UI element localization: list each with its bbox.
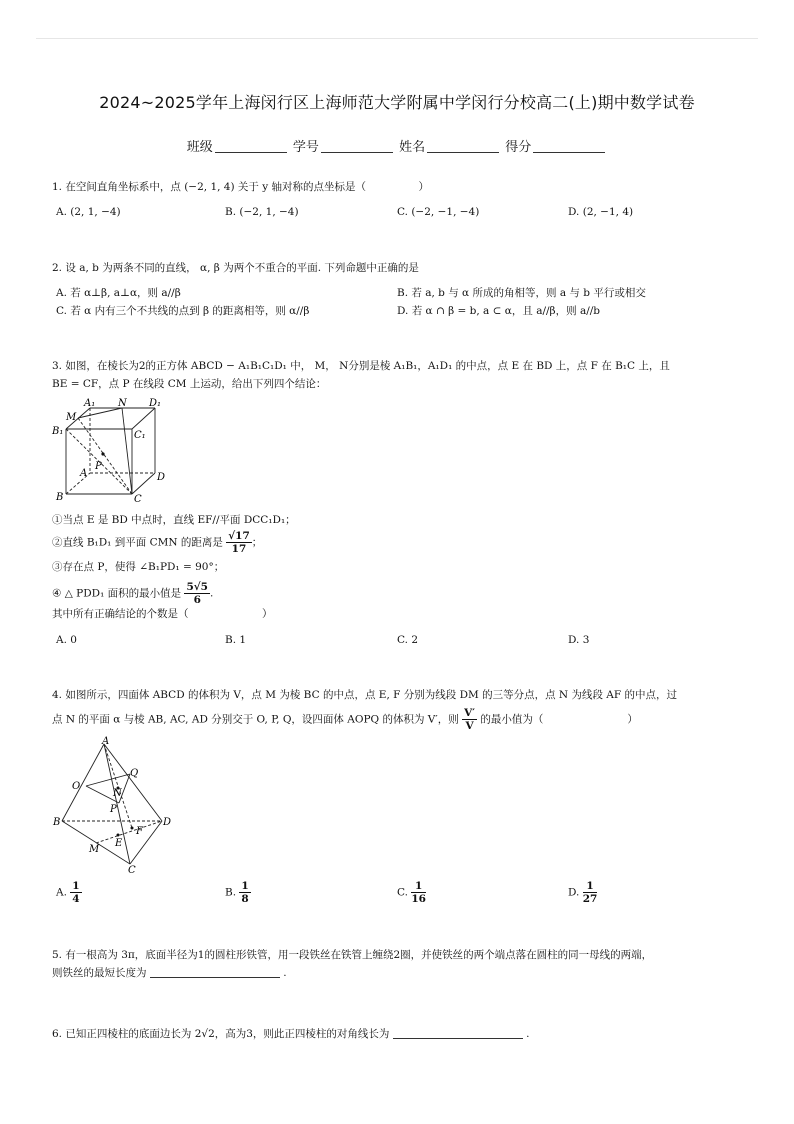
q3-statement-4: ④ △ PDD₁ 面积的最小值是 $\frac{5√5}{6}$ .: [52, 581, 214, 606]
label-O: O: [72, 781, 81, 792]
id-label: 学号: [292, 140, 319, 155]
name-blank[interactable]: [427, 141, 499, 153]
q1-option-a[interactable]: A. (2, 1, −4): [56, 206, 121, 218]
q4-option-c[interactable]: C. $\frac{1}{16}$: [397, 880, 426, 905]
q4-option-b[interactable]: B. $\frac{1}{8}$: [225, 880, 249, 905]
question-4-stem-line1: 4. 如图所示，四面体 ABCD 的体积为 V，点 M 为棱 BC 的中点，点 E, F 分别为线段 DM 的三等分点，点 N 为线段 AF 的中点，过: [52, 689, 677, 701]
q5-answer-blank[interactable]: [150, 966, 280, 978]
q4-option-a[interactable]: A. $\frac{1}{4}$: [56, 880, 80, 905]
q3-option-a[interactable]: A. 0: [56, 634, 77, 646]
name-label: 姓名: [399, 140, 426, 155]
label-E: E: [115, 838, 123, 849]
label-C: C: [128, 865, 136, 876]
q2-option-c[interactable]: C. 若 α 内有三个不共线的点到 β 的距离相等，则 α//β: [56, 305, 310, 317]
q3-statement-2: ②直线 B₁D₁ 到平面 CMN 的距离是 $\frac{√17}{17}$ ；: [52, 530, 263, 555]
question-2-stem: 2. 设 a, b 为两条不同的直线， α, β 为两个不重合的平面. 下列命题中正确的是: [52, 262, 419, 274]
q4-option-d[interactable]: D. $\frac{1}{27}$: [568, 880, 598, 905]
q6-answer-blank[interactable]: [393, 1027, 523, 1039]
cube-figure: [50, 396, 180, 504]
label-A: A: [80, 468, 88, 479]
class-label: 班级: [186, 140, 213, 155]
label-A: A: [102, 736, 110, 747]
q3-option-d[interactable]: D. 3: [568, 634, 590, 646]
question-6-stem: 6. 已知正四棱柱的底面边长为 2√2，高为3，则此正四棱柱的对角线长为 .: [52, 1028, 530, 1040]
label-D: D: [163, 817, 172, 828]
question-5-stem-line1: 5. 有一根高为 3π，底面半径为1的圆柱形铁管，用一段铁丝在铁管上缠绕2圈，并使铁丝的两个端点落在圆柱的同一母线的两端，: [52, 949, 653, 961]
score-blank[interactable]: [533, 141, 605, 153]
label-D: D: [157, 472, 166, 483]
q3-option-b[interactable]: B. 1: [225, 634, 247, 646]
q1-option-b[interactable]: B. (−2, 1, −4): [225, 206, 299, 218]
label-Q: Q: [130, 768, 139, 779]
q1-option-c[interactable]: C. (−2, −1, −4): [397, 206, 480, 218]
label-D1: D₁: [149, 398, 162, 409]
class-blank[interactable]: [215, 141, 287, 153]
q2-option-d[interactable]: D. 若 α ∩ β = b, a ⊂ α，且 a//β，则 a//b: [397, 305, 601, 317]
label-C1: C₁: [134, 430, 146, 441]
question-4-stem-line2: 点 N 的平面 α 与棱 AB, AC, AD 分别交于 O, P, Q，设四面体 AOPQ 的体积为 V′，则 $\frac{V'}{V}$ 的最小值为（ ）: [52, 707, 638, 732]
id-blank[interactable]: [321, 141, 393, 153]
label-B: B: [53, 817, 61, 828]
q3-area-fraction: $\frac{5√5}{6}$: [186, 581, 208, 606]
q1-option-d[interactable]: D. (2, −1, 4): [568, 206, 634, 218]
label-M: M: [66, 412, 77, 423]
top-divider: [36, 38, 758, 39]
q3-statement-3: ③存在点 P，使得 ∠B₁PD₁ = 90°；: [52, 561, 225, 573]
label-M: M: [89, 844, 100, 855]
question-3-stem-line2: BE = CF，点 P 在线段 CM 上运动，给出下列四个结论：: [52, 378, 327, 390]
label-N: N: [118, 398, 127, 409]
label-B: B: [56, 492, 64, 503]
label-P: P: [110, 804, 117, 815]
q3-distance-fraction: $\frac{√17}{17}$: [228, 530, 250, 555]
question-1-stem: 1. 在空间直角坐标系中，点 (−2, 1, 4) 关于 y 轴对称的点坐标是（ ）: [52, 181, 430, 193]
q3-closing: 其中所有正确结论的个数是（ ）: [52, 608, 273, 620]
tetrahedron-figure: [52, 736, 177, 876]
question-5-stem-line2: 则铁丝的最短长度为 .: [52, 967, 287, 979]
student-info-row: [0, 136, 794, 155]
q3-statement-1: ①当点 E 是 BD 中点时，直线 EF//平面 DCC₁D₁；: [52, 514, 296, 526]
label-F: F: [136, 826, 143, 837]
q4-ratio-fraction: $\frac{V'}{V}$: [464, 707, 476, 732]
label-N: N: [113, 788, 122, 799]
label-B1: B₁: [52, 426, 64, 437]
label-A1: A₁: [84, 398, 96, 409]
q3-option-c[interactable]: C. 2: [397, 634, 419, 646]
score-label: 得分: [505, 140, 532, 155]
q2-option-a[interactable]: A. 若 α⊥β, a⊥α，则 a//β: [56, 287, 181, 299]
question-3-stem-line1: 3. 如图，在棱长为2的正方体 ABCD − A₁B₁C₁D₁ 中， M， N分别是棱 A₁B₁，A₁D₁ 的中点，点 E 在 BD 上，点 F 在 B₁C 上，且: [52, 360, 670, 372]
page-title: 2024~2025学年上海闵行区上海师范大学附属中学闵行分校高二(上)期中数学试卷: [99, 93, 695, 112]
q2-option-b[interactable]: B. 若 a, b 与 α 所成的角相等，则 a 与 b 平行或相交: [397, 287, 646, 299]
label-C: C: [134, 494, 142, 504]
label-P: P: [95, 461, 102, 472]
